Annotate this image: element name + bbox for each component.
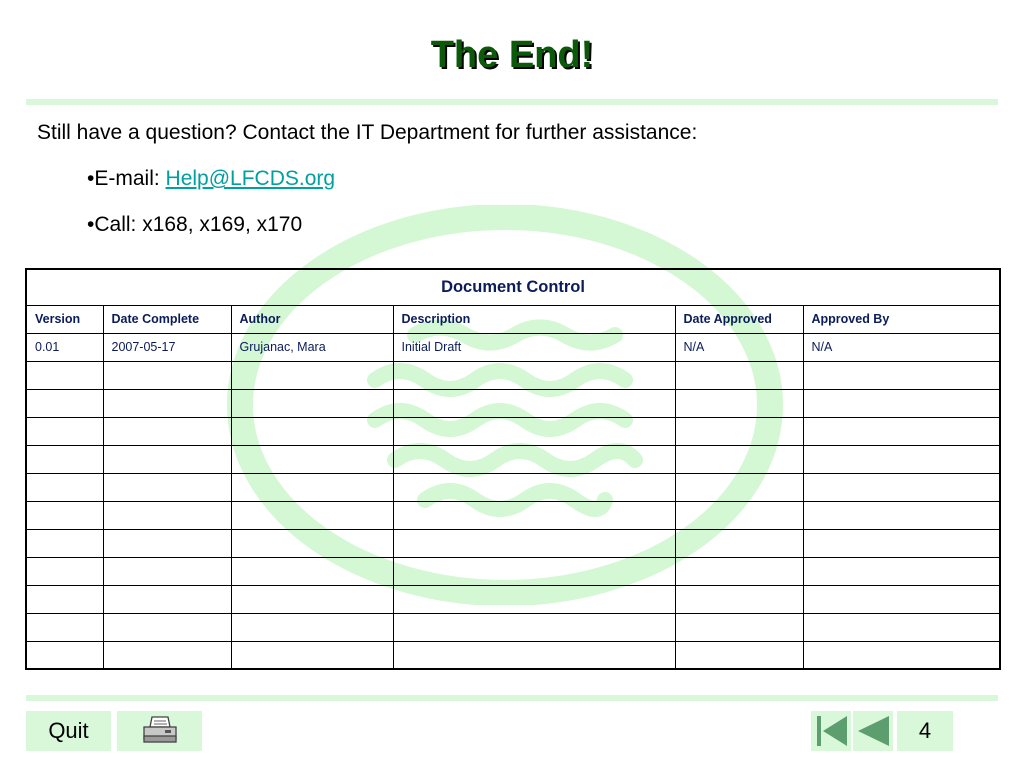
table-cell [103, 613, 231, 641]
slide-title: The End! [430, 34, 594, 76]
table-row [26, 361, 1000, 389]
table-cell [803, 557, 1000, 585]
table-cell [103, 641, 231, 669]
column-header: Approved By [803, 305, 1000, 333]
table-cell [103, 473, 231, 501]
table-cell [675, 529, 803, 557]
print-button[interactable] [117, 711, 202, 751]
table-row [26, 501, 1000, 529]
table-row [26, 613, 1000, 641]
table-cell [26, 585, 103, 613]
table-cell [26, 557, 103, 585]
table-cell [103, 557, 231, 585]
previous-slide-button[interactable] [853, 711, 893, 751]
table-cell [803, 613, 1000, 641]
bottom-divider [26, 695, 998, 701]
top-divider [26, 99, 998, 105]
table-cell [26, 529, 103, 557]
table-cell [393, 361, 675, 389]
table-cell [103, 445, 231, 473]
table-cell [231, 389, 393, 417]
table-cell: N/A [803, 333, 1000, 361]
intro-text: Still have a question? Contact the IT Department for further assistance: [37, 121, 698, 144]
table-cell [803, 641, 1000, 669]
email-link[interactable]: Help@LFCDS.org [165, 167, 336, 190]
table-cell [803, 473, 1000, 501]
table-cell [231, 501, 393, 529]
table-cell [675, 417, 803, 445]
column-header: Date Approved [675, 305, 803, 333]
table-cell [393, 445, 675, 473]
first-slide-button[interactable] [811, 711, 851, 751]
table-row [26, 333, 1000, 361]
table-cell [675, 641, 803, 669]
table-cell [803, 389, 1000, 417]
table-cell [231, 641, 393, 669]
table-cell [103, 417, 231, 445]
table-cell [26, 389, 103, 417]
table-cell [675, 389, 803, 417]
email-label: •E-mail: [87, 167, 166, 190]
table-cell [803, 501, 1000, 529]
table-cell [231, 417, 393, 445]
table-cell [803, 585, 1000, 613]
table-cell [231, 445, 393, 473]
table-cell [231, 585, 393, 613]
table-cell [803, 445, 1000, 473]
table-cell [675, 501, 803, 529]
table-cell: Grujanac, Mara [231, 333, 393, 361]
email-bullet [87, 166, 335, 192]
table-row [26, 417, 1000, 445]
table-cell [26, 641, 103, 669]
table-cell [675, 557, 803, 585]
column-header: Description [393, 305, 675, 333]
table-cell [803, 529, 1000, 557]
table-cell [103, 361, 231, 389]
table-cell [103, 389, 231, 417]
table-cell [675, 445, 803, 473]
table-cell [231, 473, 393, 501]
table-cell: Initial Draft [393, 333, 675, 361]
table-cell [26, 361, 103, 389]
table-cell [231, 613, 393, 641]
document-control-table [25, 268, 1001, 670]
table-cell [393, 389, 675, 417]
table-cell [803, 361, 1000, 389]
table-cell [231, 529, 393, 557]
column-header: Date Complete [103, 305, 231, 333]
table-cell [26, 473, 103, 501]
table-cell: 0.01 [26, 333, 103, 361]
table-cell [675, 585, 803, 613]
table-cell [393, 641, 675, 669]
table-cell: N/A [675, 333, 803, 361]
table-row [26, 529, 1000, 557]
table-cell [393, 473, 675, 501]
table-row [26, 445, 1000, 473]
table-row [26, 389, 1000, 417]
table-caption: Document Control [26, 269, 1000, 305]
printer-icon [140, 715, 180, 747]
first-slide-icon [813, 713, 849, 749]
table-cell [231, 361, 393, 389]
table-cell [26, 613, 103, 641]
call-bullet: •Call: x168, x169, x170 [87, 213, 303, 236]
table-cell [103, 529, 231, 557]
table-row [26, 557, 1000, 585]
table-cell: 2007-05-17 [103, 333, 231, 361]
table-cell [675, 361, 803, 389]
table-cell [393, 585, 675, 613]
table-cell [26, 445, 103, 473]
column-header: Version [26, 305, 103, 333]
table-cell [393, 613, 675, 641]
previous-slide-icon [855, 713, 891, 749]
table-row [26, 585, 1000, 613]
table-cell [393, 557, 675, 585]
table-cell [26, 417, 103, 445]
table-cell [103, 501, 231, 529]
table-cell [393, 529, 675, 557]
table-cell [393, 417, 675, 445]
quit-button[interactable]: Quit [26, 711, 111, 751]
column-header: Author [231, 305, 393, 333]
table-cell [393, 501, 675, 529]
table-cell [231, 557, 393, 585]
table-cell [103, 585, 231, 613]
table-cell [675, 473, 803, 501]
page-number: 4 [897, 711, 953, 751]
table-row [26, 641, 1000, 669]
table-row [26, 473, 1000, 501]
table-cell [675, 613, 803, 641]
table-cell [26, 501, 103, 529]
table-cell [803, 417, 1000, 445]
